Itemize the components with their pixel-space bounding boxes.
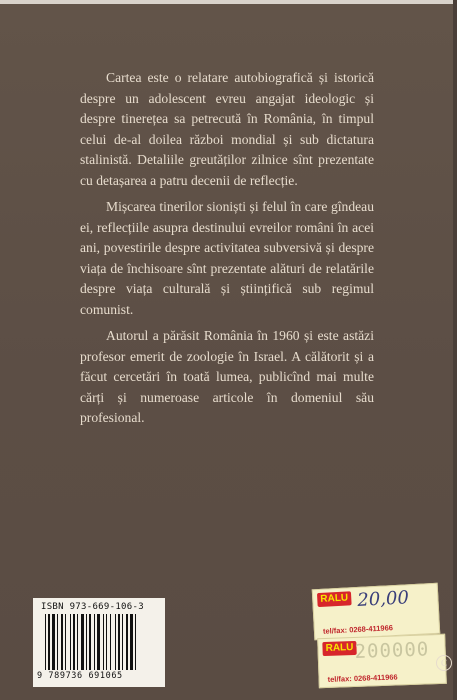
barcode-bars <box>45 614 157 670</box>
publisher-logo-icon: C <box>436 655 452 671</box>
cover-top-edge <box>0 0 457 4</box>
ralu-logo: RALU <box>317 591 352 607</box>
isbn-barcode <box>33 598 165 687</box>
barcode-digits: 9 789736 691065 <box>37 671 123 681</box>
blurb-paragraph-2: Mișcarea tinerilor sioniști și felul în care gîndeau ei, reflecțiile asupra destinului evreilor români în acei ani, povestirile despre activitatea subversivă și despre viața de închisoare sînt prezentate alături de relatările despre viața culturală și științifică sub regimul comunist. <box>80 199 374 317</box>
cover-right-edge <box>453 0 457 700</box>
price-stamped: 200000 <box>354 638 430 663</box>
price-sticker-2 <box>317 634 447 688</box>
blurb-paragraph-3: Autorul a părăsit România în 1960 și este astăzi profesor emerit de zoologie în Israel. A călătorit și a făcut cercetări în toată lumea, publicînd mai multe cărți și numeroase articole în domeniul său profesional. <box>80 328 374 425</box>
isbn-number: ISBN 973-669-106-3 <box>41 602 144 612</box>
price-handwritten: 20,00 <box>356 587 410 611</box>
sticker-telfax: tel/fax: 0268-411966 <box>322 623 394 636</box>
blurb-paragraph-1: Cartea este o relatare autobiografică și istorică despre un adolescent evreu angajat ideologic și despre tinerețea sa petrecută în România, în timpul celui de-al doilea război mondial și sub dictatura stalinistă. Detaliile greutăților zilnice sînt prezentate cu detașarea a patru decenii de reflecție. <box>80 70 374 188</box>
ralu-logo: RALU <box>322 641 356 656</box>
sticker-telfax: tel/fax: 0268-411966 <box>327 672 398 684</box>
back-cover-blurb <box>80 68 374 435</box>
price-sticker-1 <box>312 583 440 641</box>
